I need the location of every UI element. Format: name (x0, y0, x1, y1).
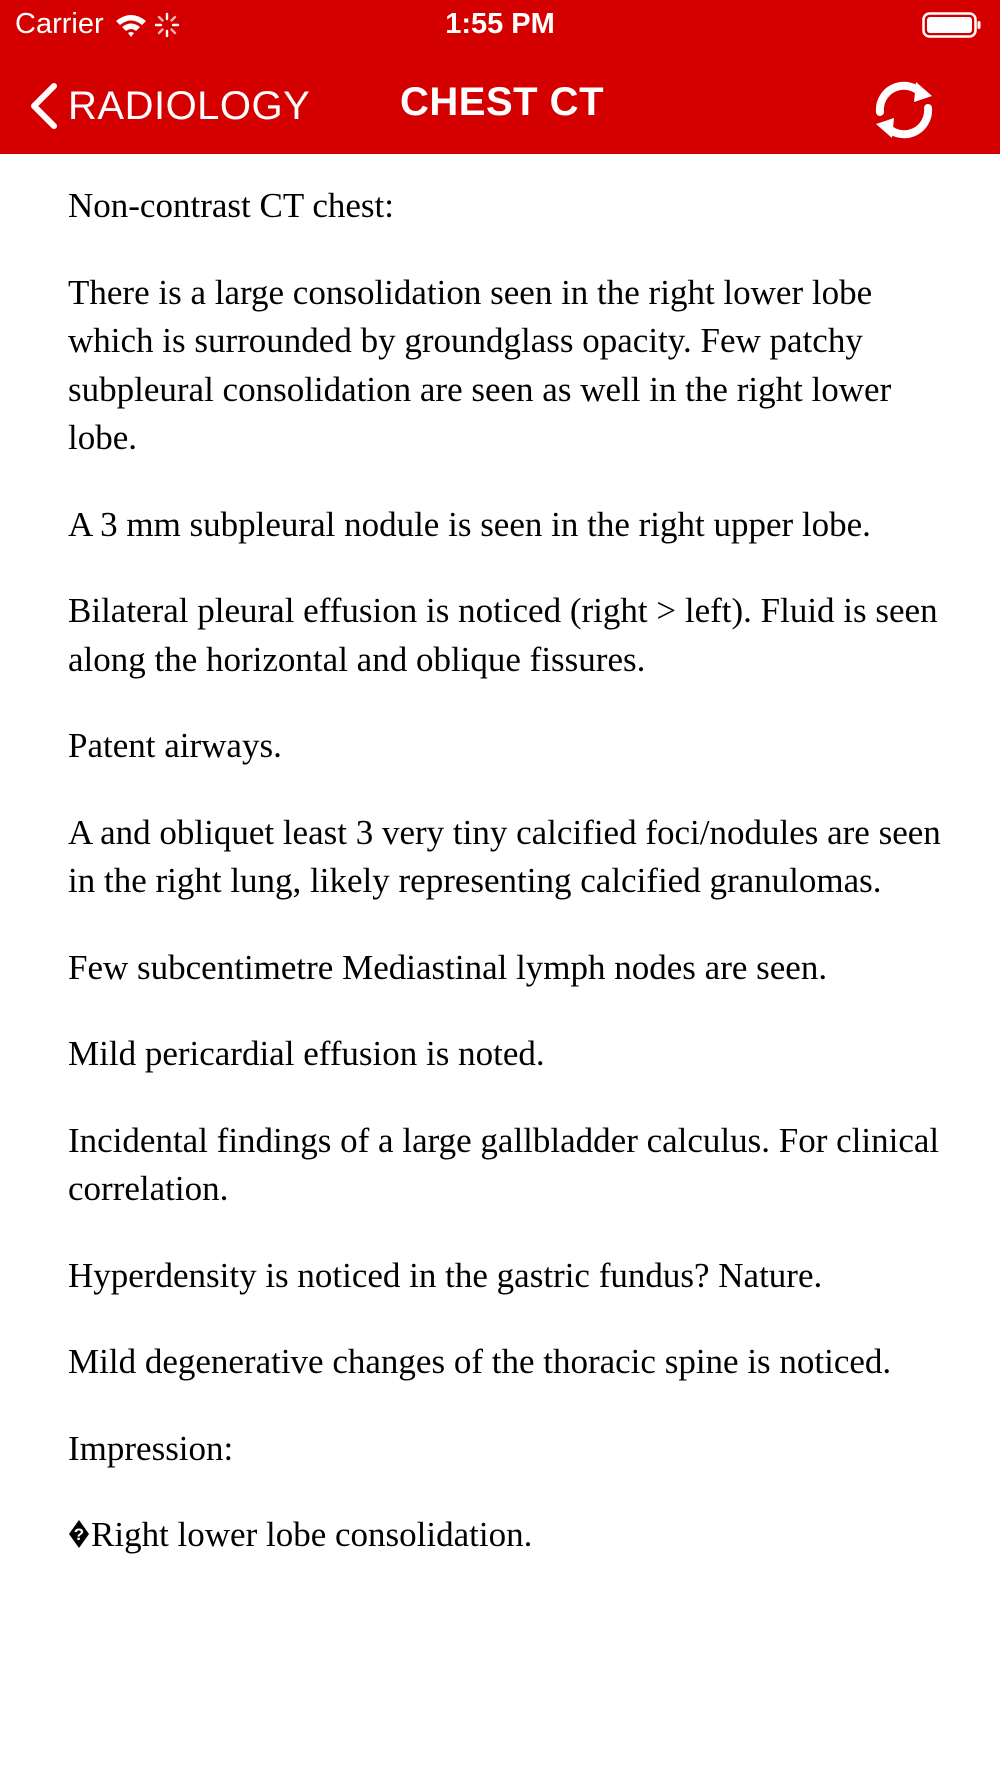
chevron-left-icon (28, 82, 60, 130)
report-paragraph: Incidental findings of a large gallbladder calculus. For clinical correlation. (68, 1120, 940, 1208)
report-paragraph: There is a large consolidation seen in the right lower lobe which is surrounded by groundglass opacity. Few patchy subpleural consolidation are seen as well in the right lower lobe. (68, 272, 892, 457)
header (0, 0, 1000, 154)
report-paragraph: Patent airways. (68, 726, 282, 765)
report-paragraph: Mild pericardial effusion is noted. (68, 1034, 545, 1073)
svg-text:?: ? (73, 1525, 85, 1544)
report-paragraph: A and obliquet least 3 very tiny calcified foci/nodules are seen in the right lung, likely representing calcified granulomas. (68, 812, 941, 900)
report-paragraph: Few subcentimetre Mediastinal lymph nodes are seen. (68, 947, 828, 987)
report-paragraph: Mild degenerative changes of the thoracic spine is noticed. (68, 1342, 892, 1381)
report-paragraph: Hyperdensity is noticed in the gastric fundus? Nature. (68, 1255, 823, 1295)
nav-bar (0, 60, 1000, 150)
report-body (68, 182, 948, 1598)
report-paragraph: A 3 mm subpleural nodule is seen in the right upper lobe. (68, 504, 871, 544)
carrier-label: Carrier (15, 8, 104, 40)
report-heading: Non-contrast CT chest: (68, 186, 394, 225)
report-paragraph: Bilateral pleural effusion is noticed (right > left). Fluid is seen along the horizontal and oblique fissures. (68, 591, 938, 679)
impression-text: Right lower lobe consolidation. (91, 1515, 533, 1554)
replacement-character-icon (68, 1519, 90, 1549)
impression-heading: Impression: (68, 1428, 234, 1468)
page-title: CHEST CT (400, 80, 604, 124)
status-time: 1:55 PM (445, 8, 555, 40)
battery-icon (922, 12, 982, 38)
back-label: RADIOLOGY (68, 83, 311, 128)
status-bar (0, 0, 1000, 50)
impression-item (68, 1511, 948, 1560)
refresh-icon[interactable] (866, 72, 942, 148)
back-button[interactable] (28, 78, 310, 134)
